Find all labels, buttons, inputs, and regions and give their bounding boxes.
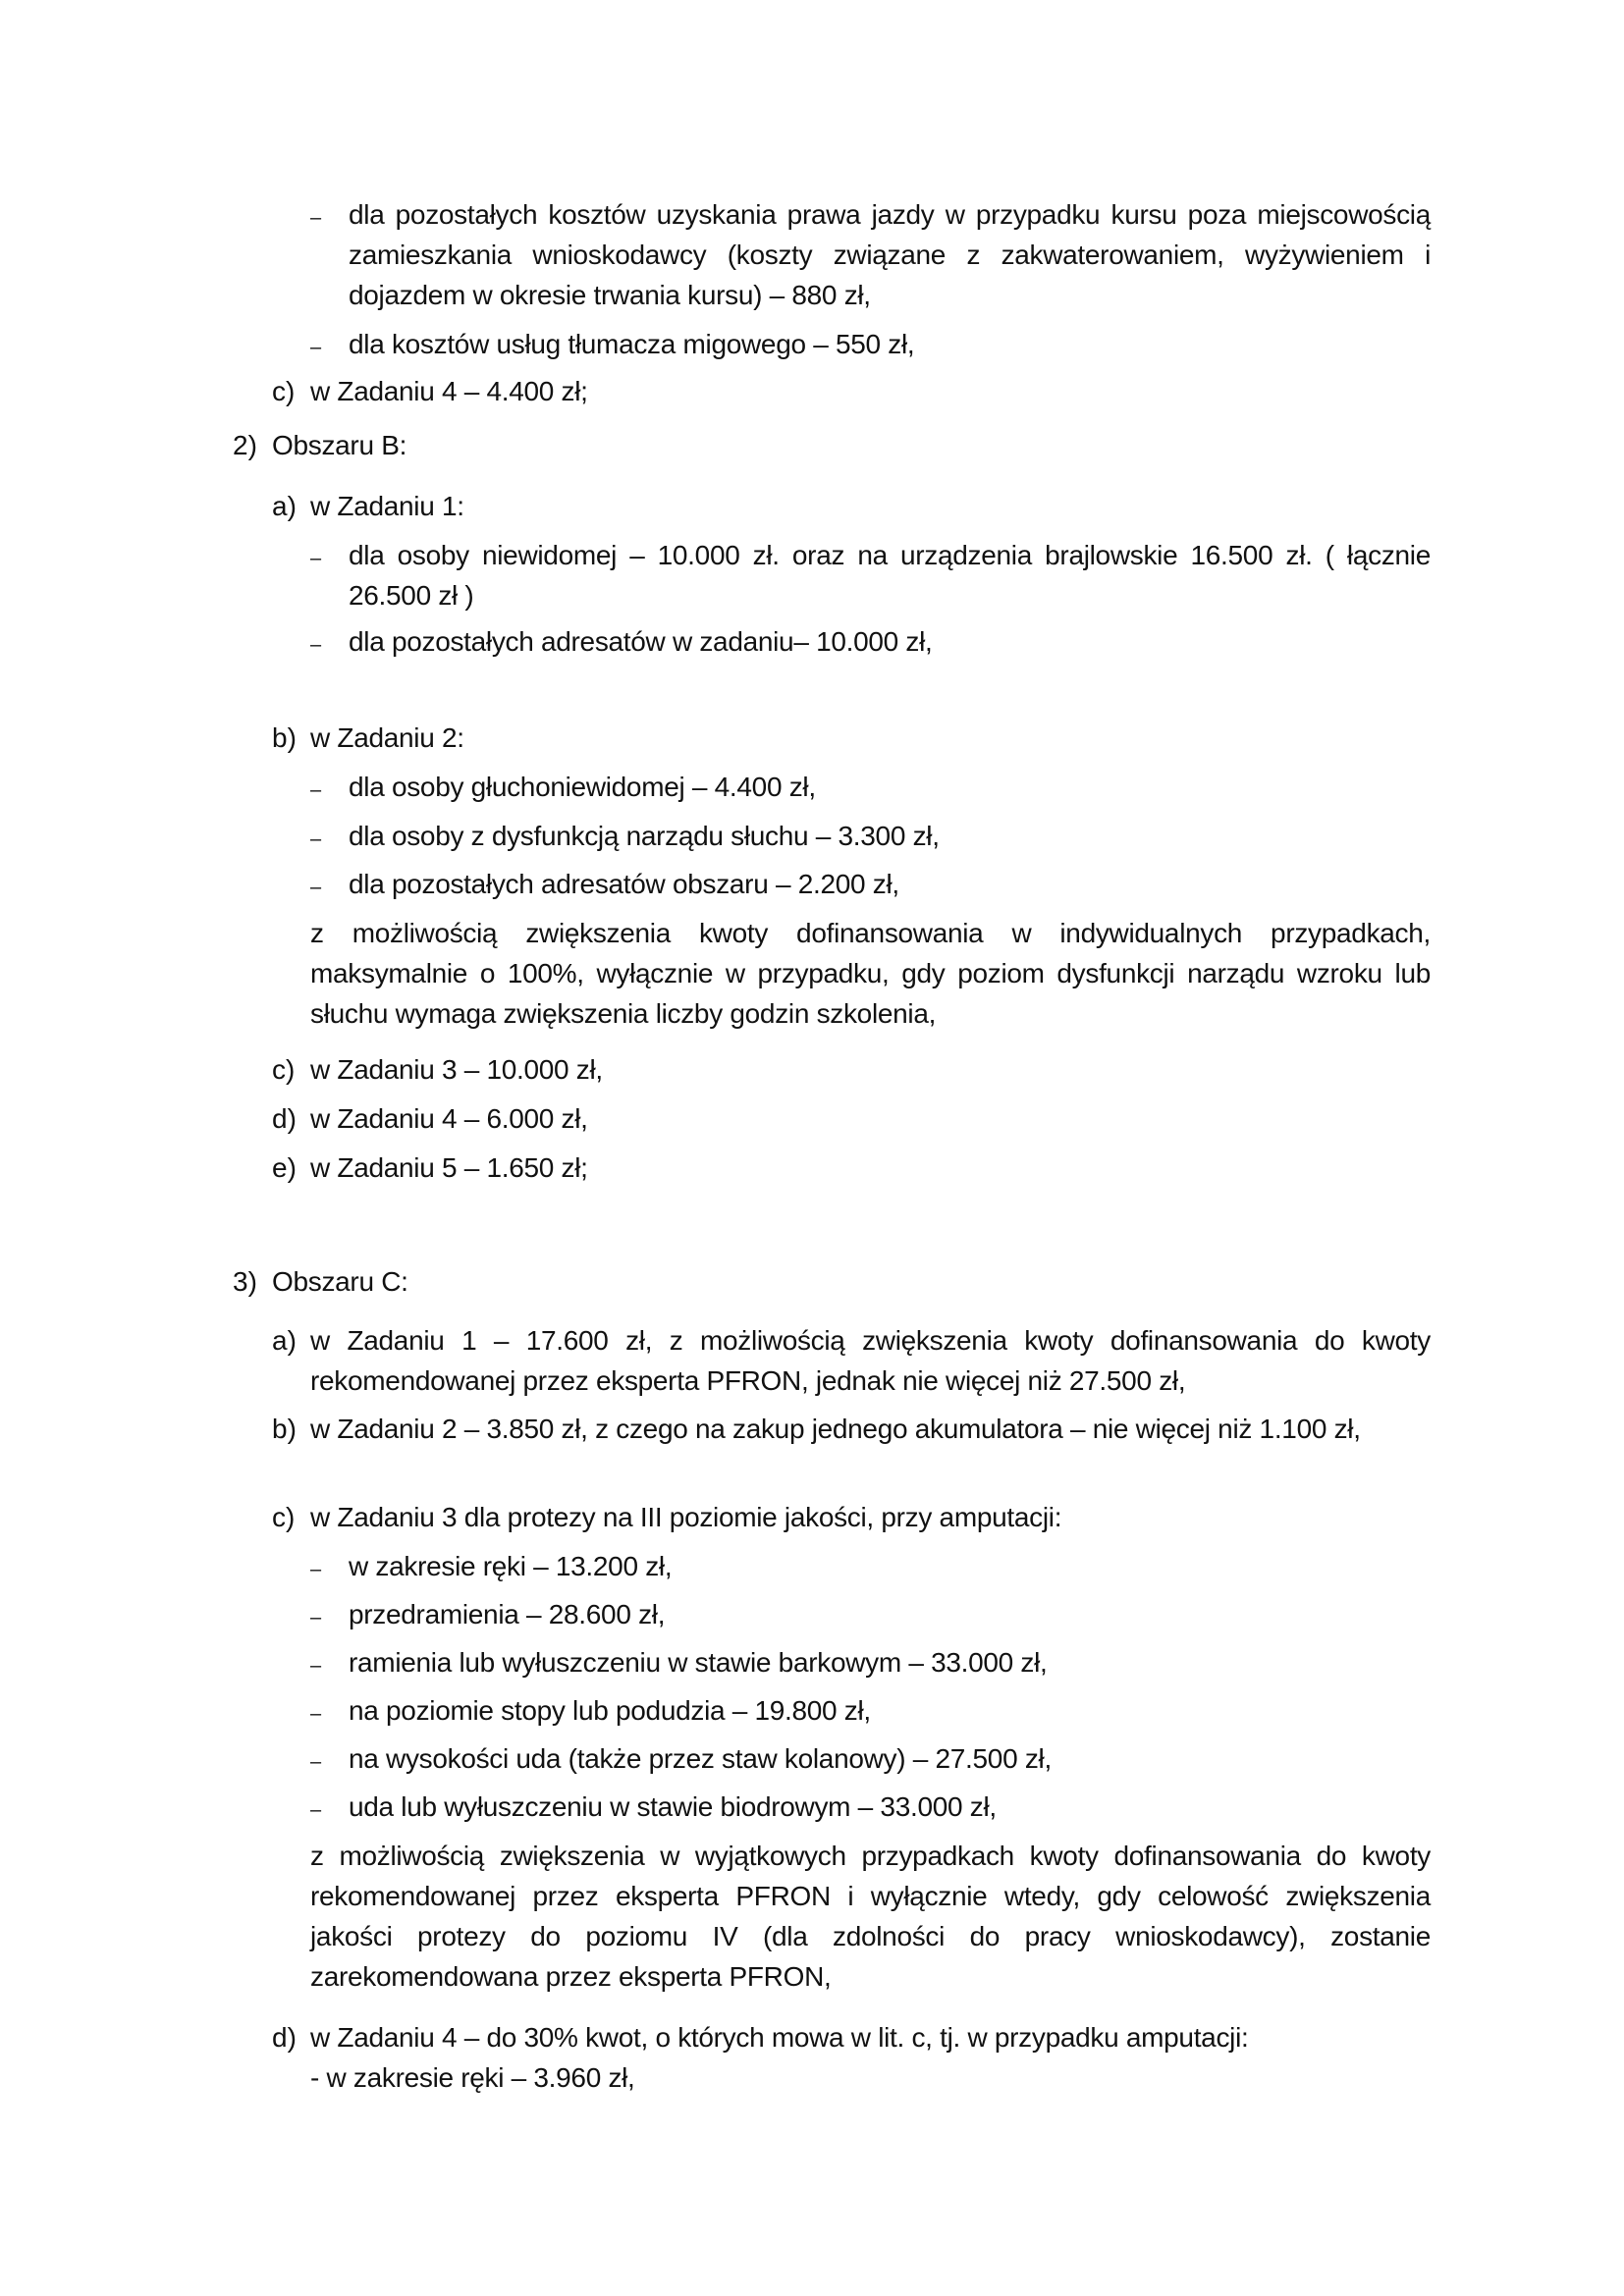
dash-bullet: – [310,1607,322,1629]
section-heading-text: Obszaru B: [272,430,407,460]
list-marker: a) [272,1325,297,1356]
list-marker: e) [272,1152,297,1183]
list-item-text: w Zadaniu 5 – 1.650 zł; [310,1152,588,1183]
list-item-text: dla osoby głuchoniewidomej – 4.400 zł, [349,772,816,802]
list-item-text: w Zadaniu 4 – 6.000 zł, [310,1103,588,1134]
list-item-text: dla pozostałych adresatów obszaru – 2.200 zł, [349,869,899,899]
dash-bullet: – [310,1799,322,1821]
list-item-text: dla pozostałych kosztów uzyskania prawa jazdy w przypadku kursu poza miejscowością zamieszkania wnioskodawcy (koszty związane z zakwaterowaniem, wyżywieniem i dojazdem w okresie trwania kursu) – 880 zł, [349,199,1431,310]
list-item-text: w zakresie ręki – 13.200 zł, [349,1551,673,1581]
list-item-text: w Zadaniu 3 dla protezy na III poziomie jakości, przy amputacji: [310,1502,1062,1532]
list-item-text: ramienia lub wyłuszczeniu w stawie barkowym – 33.000 zł, [349,1647,1048,1678]
list-item-text: dla kosztów usług tłumacza migowego – 550 zł, [349,329,915,359]
list-item-text: dla osoby z dysfunkcją narządu słuchu – 3.300 zł, [349,821,940,851]
list-item-text: na wysokości uda (także przez staw kolanowy) – 27.500 zł, [349,1743,1052,1774]
list-item-text: w Zadaniu 2 – 3.850 zł, z czego na zakup jednego akumulatora – nie więcej niż 1.100 zł, [310,1414,1361,1444]
list-item-text: przedramienia – 28.600 zł, [349,1599,666,1629]
dash-bullet: – [310,1559,322,1580]
list-marker: 2) [233,430,257,460]
list-marker: d) [272,1103,297,1134]
list-marker: b) [272,722,297,753]
list-item-text: na poziomie stopy lub podudzia – 19.800 zł, [349,1695,871,1726]
list-item-text: w Zadaniu 4 – 4.400 zł; [310,376,588,406]
list-item-text: dla osoby niewidomej – 10.000 zł. oraz na urządzenia brajlowskie 16.500 zł. ( łącznie 26.500 zł ) [349,540,1431,611]
list-marker: d) [272,2022,297,2053]
paragraph: z możliwością zwiększenia w wyjątkowych przypadkach kwoty dofinansowania do kwoty rekomendowanej przez eksperta PFRON i wyłącznie wtedy, gdy celowość zwiększenia jakości protezy do poziomu IV (dla zdolności do pracy wnioskodawcy), zostanie zarekomendowana przez eksperta PFRON, [310,1841,1431,1992]
dash-bullet: – [310,1751,322,1773]
dash-bullet: – [310,828,322,850]
paragraph: z możliwością zwiększenia kwoty dofinansowania w indywidualnych przypadkach, maksymalnie o 100%, wyłącznie w przypadku, gdy poziom dysfunkcji narządu wzroku lub słuchu wymaga zwiększenia liczby godzin szkolenia, [310,918,1431,1029]
list-marker: b) [272,1414,297,1444]
dash-bullet: – [310,1703,322,1725]
list-item-text: w Zadaniu 1 – 17.600 zł, z możliwością zwiększenia kwoty dofinansowania do kwoty rekomendowanej przez eksperta PFRON, jednak nie więcej niż 27.500 zł, [310,1325,1431,1396]
dash-bullet: – [310,548,322,569]
paragraph: - w zakresie ręki – 3.960 zł, [310,2062,635,2093]
list-item-text: uda lub wyłuszczeniu w stawie biodrowym – 33.000 zł, [349,1791,997,1822]
list-marker: c) [272,1054,296,1085]
list-item-text: w Zadaniu 1: [310,491,464,521]
list-item-text: w Zadaniu 4 – do 30% kwot, o których mowa w lit. c, tj. w przypadku amputacji: [310,2022,1249,2053]
list-item-text: w Zadaniu 2: [310,722,464,753]
list-marker: a) [272,491,297,521]
list-item-text: w Zadaniu 3 – 10.000 zł, [310,1054,603,1085]
section-heading-text: Obszaru C: [272,1266,408,1297]
dash-bullet: – [310,634,322,656]
list-item-text: dla pozostałych adresatów w zadaniu– 10.000 zł, [349,626,933,657]
list-marker: c) [272,376,296,406]
dash-bullet: – [310,337,322,358]
dash-bullet: – [310,207,322,229]
dash-bullet: – [310,779,322,801]
dash-bullet: – [310,877,322,898]
dash-bullet: – [310,1655,322,1677]
list-marker: 3) [233,1266,257,1297]
list-marker: c) [272,1502,296,1532]
